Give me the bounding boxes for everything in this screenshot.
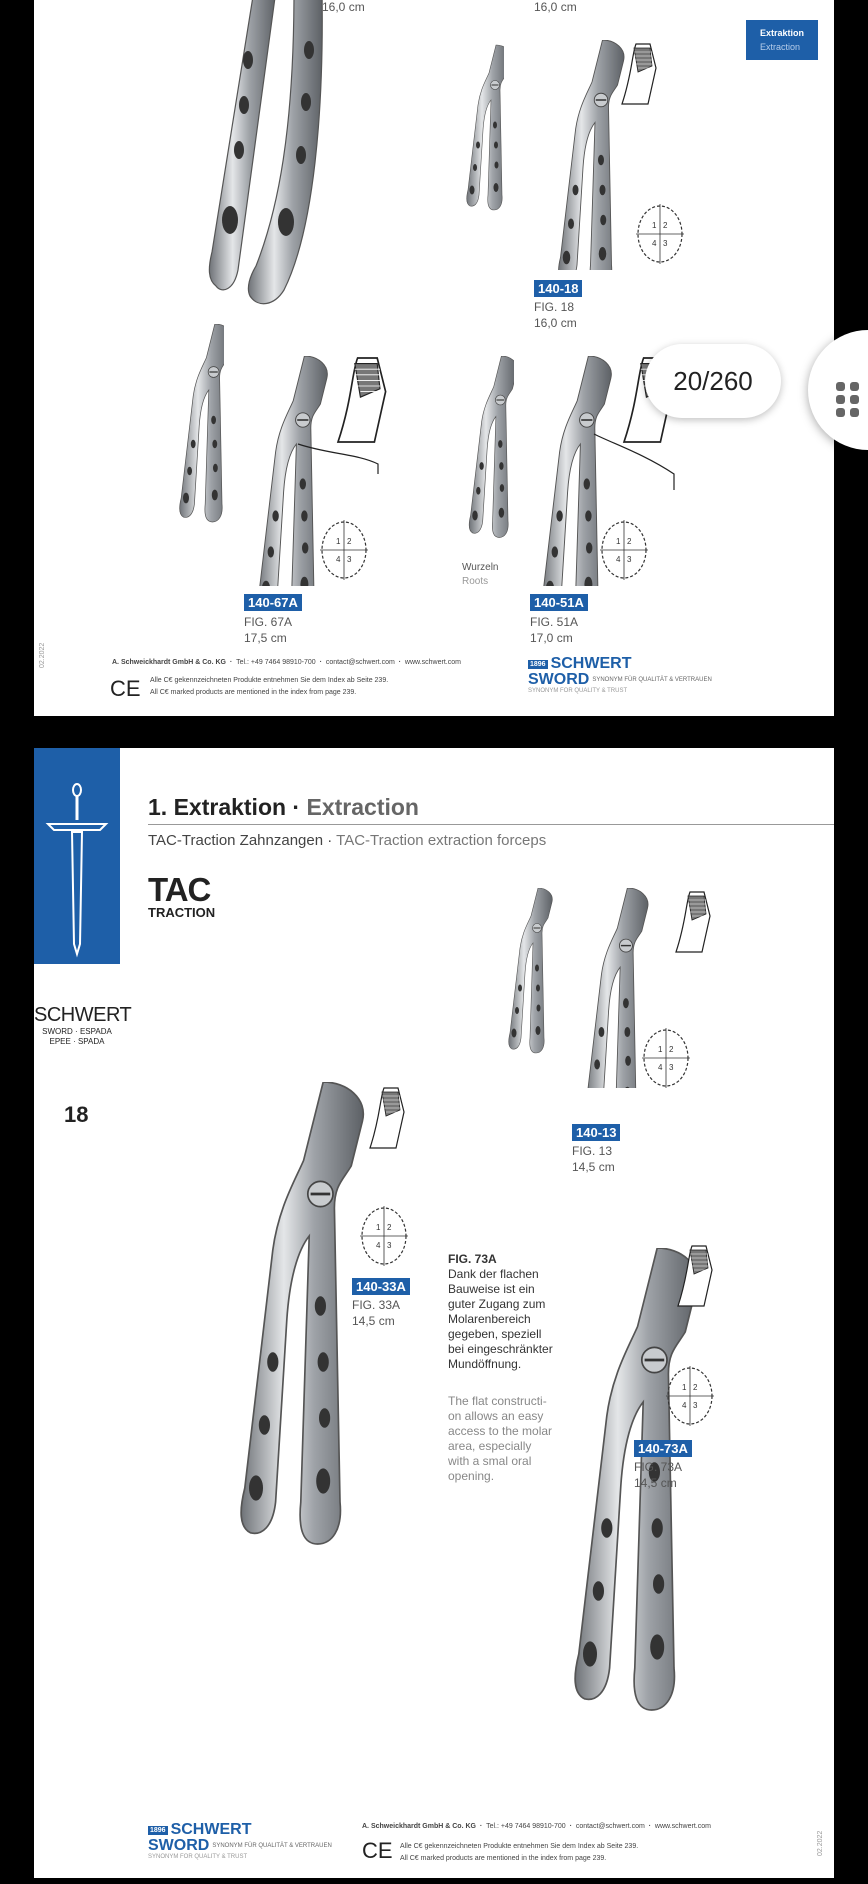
tac-traction-logo (148, 871, 216, 920)
forceps-image (194, 0, 334, 330)
page-indicator[interactable]: 20/260 (645, 344, 781, 418)
section-tag-en: Extraction (760, 42, 801, 52)
forceps-thumbnail (504, 888, 554, 1068)
logo-main: SCHWERT (550, 655, 632, 672)
size-label: 14,5 cm (634, 1476, 677, 1490)
forceps-thumbnail (464, 40, 504, 220)
forceps-thumbnail (464, 356, 514, 556)
size-label: 14,5 cm (572, 1160, 615, 1174)
tac-logo-line-2: TRACTION (148, 905, 216, 920)
size-label: 16,0 cm (534, 316, 577, 330)
page-title (148, 794, 419, 821)
subtitle-en: TAC-Traction extraction forceps (336, 832, 547, 849)
logo-tagline-en: SYNONYM FOR QUALITY & TRUST (148, 1854, 248, 1860)
description-en-line: with a smal oral (448, 1454, 532, 1468)
ce-mark: CE (110, 676, 141, 701)
fig-label: FIG. 73A (634, 1460, 683, 1474)
ce-note-de: Alle C€ gekennzeichneten Produkte entnehmen Sie dem Index ab Seite 239. (400, 1843, 639, 1850)
logo-second: SWORD (148, 1837, 210, 1854)
forceps-thumbnail (174, 324, 224, 544)
product-code-badge: 140-67A (244, 594, 302, 611)
roots-label-de: Wurzeln (462, 562, 499, 573)
tac-logo-line-1: TAC (148, 871, 211, 908)
ce-mark: CE (362, 1838, 393, 1863)
logo-main: SCHWERT (170, 1821, 252, 1838)
size-label: 16,0 cm (534, 0, 577, 14)
logo-year: 1896 (150, 1826, 166, 1834)
fig-label: FIG. 13 (572, 1144, 613, 1158)
brand-block (34, 1004, 132, 1047)
jaw-detail-image (614, 40, 664, 120)
teeth-diagram (354, 1200, 414, 1270)
footer-web: www.schwert.com (404, 659, 461, 666)
size-label: 17,5 cm (244, 631, 287, 645)
title-en: Extraction (306, 794, 419, 820)
footer-web: www.schwert.com (654, 1823, 711, 1830)
teeth-diagram (594, 514, 654, 584)
fig-label: FIG. 67A (244, 615, 293, 629)
jaw-detail-image (670, 888, 720, 968)
description-en-line: area, especially (448, 1439, 532, 1453)
brand-line-1: SWORD · ESPADA (42, 1027, 112, 1036)
fig-label: FIG. 33A (352, 1298, 401, 1312)
logo-year: 1896 (530, 660, 546, 668)
description-en-line: The flat constructi- (448, 1394, 547, 1408)
product-code-badge: 140-13 (572, 1124, 620, 1141)
footer-company: A. Schweickhardt GmbH & Co. KG (112, 659, 226, 666)
fig-label: FIG. 18 (534, 300, 575, 314)
jaw-detail-image (288, 354, 388, 474)
page-number: 18 (64, 1102, 89, 1127)
ce-note-en: All C€ marked products are mentioned in the index from page 239. (150, 689, 357, 696)
description-de-line: Mundöffnung. (448, 1357, 522, 1371)
title-separator: · (286, 794, 307, 820)
description-en-line: access to the molar (448, 1424, 553, 1438)
section-tag (746, 20, 818, 60)
product-code-badge: 140-51A (530, 594, 588, 611)
sidebar-banner (34, 748, 120, 964)
roots-label-en: Roots (462, 576, 489, 587)
jaw-detail-image (672, 1242, 722, 1322)
schwert-logo (148, 1822, 332, 1860)
teeth-diagram (636, 1022, 696, 1092)
description-heading: FIG. 73A (448, 1252, 497, 1266)
description-de-line: Molarenbereich (448, 1312, 531, 1326)
logo-tagline-de: SYNONYM FÜR QUALITÄT & VERTRAUEN (592, 677, 712, 683)
brand-name: SCHWERT (34, 1004, 132, 1026)
product-code-badge: 140-33A (352, 1278, 410, 1295)
section-tag-de: Extraktion (760, 28, 805, 38)
footer-company: A. Schweickhardt GmbH & Co. KG (362, 1823, 476, 1830)
jaw-detail-image (364, 1084, 414, 1164)
logo-second: SWORD (528, 671, 590, 688)
schwert-logo (528, 656, 712, 694)
description-en-line: opening. (448, 1469, 495, 1483)
ce-note-en: All C€ marked products are mentioned in the index from page 239. (400, 1855, 607, 1862)
description-de-line: gegeben, speziell (448, 1327, 542, 1341)
subtitle-separator: · (323, 832, 337, 849)
footer-email: contact@schwert.com (575, 1823, 645, 1830)
teeth-diagram (660, 1360, 720, 1430)
product-code-badge: 140-18 (534, 280, 582, 297)
footer-email: contact@schwert.com (325, 659, 395, 666)
footer-contact: A. Schweickhardt GmbH & Co. KG · Tel.: +49 7464 98910-700 · contact@schwert.com · www.schwert.com (112, 659, 461, 666)
fig-label: FIG. 51A (530, 615, 579, 629)
size-label: 14,5 cm (352, 1314, 395, 1328)
footer-tel: Tel.: +49 7464 98910-700 (486, 1823, 566, 1830)
catalog-page-18 (34, 748, 834, 1878)
ce-note-de: Alle C€ gekennzeichneten Produkte entnehmen Sie dem Index ab Seite 239. (150, 677, 389, 684)
grid-dots-icon (836, 382, 860, 417)
description-de-line: guter Zugang zum (448, 1297, 546, 1311)
size-label: 17,0 cm (530, 631, 573, 645)
description-de-line: Dank der flachen (448, 1267, 539, 1281)
footer-contact: A. Schweickhardt GmbH & Co. KG · Tel.: +49 7464 98910-700 · contact@schwert.com · www.schwert.com (362, 1823, 711, 1830)
logo-tagline-de: SYNONYM FÜR QUALITÄT & VERTRAUEN (212, 1843, 332, 1849)
sword-icon (34, 748, 120, 964)
description-de-line: bei eingeschränkter (448, 1342, 553, 1356)
forceps-image (194, 1082, 374, 1562)
footer-tel: Tel.: +49 7464 98910-700 (236, 659, 316, 666)
description-de-line: Bauweise ist ein (448, 1282, 535, 1296)
title-divider (148, 824, 834, 825)
brand-line-2: EPEE · SPADA (49, 1037, 105, 1046)
subtitle-de: TAC-Traction Zahnzangen (148, 832, 324, 849)
print-date: 02.2022 (817, 1830, 824, 1856)
print-date: 02.2022 (39, 642, 46, 668)
teeth-diagram (314, 514, 374, 584)
title-de: 1. Extraktion (148, 794, 287, 820)
page-subtitle (148, 832, 546, 849)
description-en-line: on allows an easy (448, 1409, 544, 1423)
logo-tagline-en: SYNONYM FOR QUALITY & TRUST (528, 688, 628, 694)
product-code-badge: 140-73A (634, 1440, 692, 1457)
teeth-diagram (630, 200, 690, 270)
size-label: 16,0 cm (322, 0, 365, 14)
